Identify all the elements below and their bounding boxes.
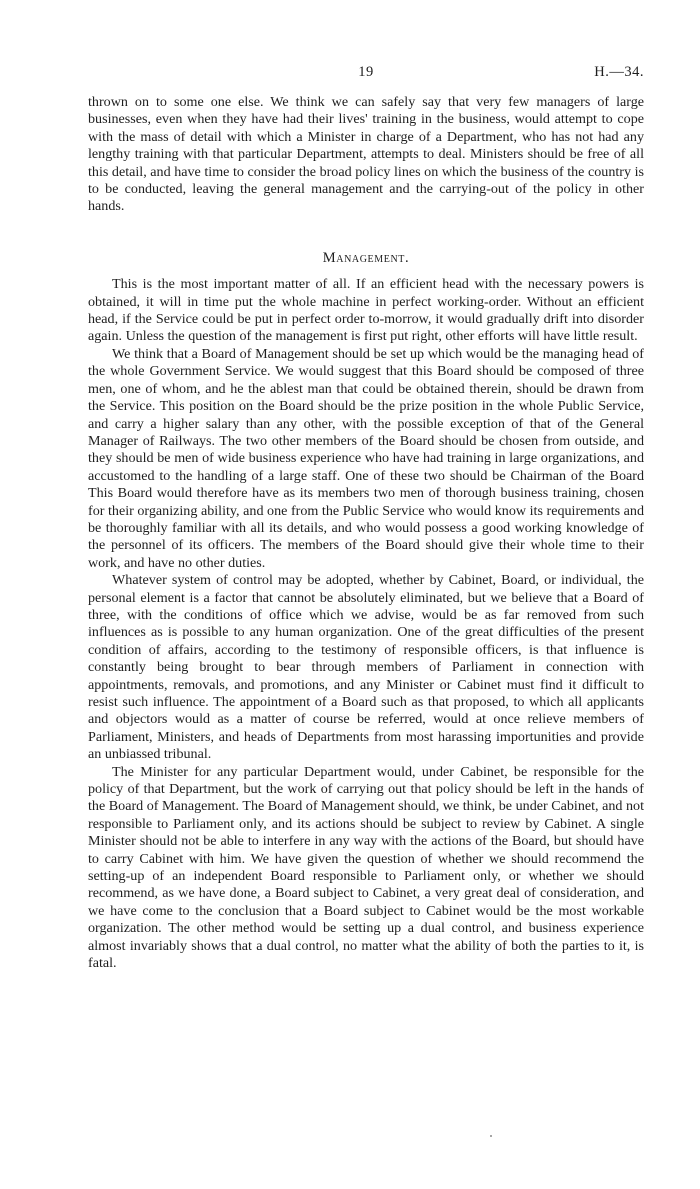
- paragraph-system-of-control: Whatever system of control may be adopted, whether by Cabinet, Board, or individual, the personal element is a factor that cannot be absolutely eliminated, but we believe that a Board of three, with the conditions of office which we advise, would be as far removed from such influences as is possible to any human organization. One of the great difficulties of the present condition of affairs, according to the testimony of responsible officers, is that influence is constantly being brought to bear through members of Parliament in connection with appointments, removals, and promotions, and any Minister or Cabinet must find it difficult to resist such influence. The appointment of a Board such as that proposed, to which all applicants and objectors would as a matter of course be referred, would at once relieve members of Parliament, Ministers, and heads of Departments from most harassing importunities and provide an unbiassed tribunal.: [88, 572, 644, 763]
- page-speck: [490, 1135, 492, 1137]
- paragraph-board-of-management: We think that a Board of Management should be set up which would be the managing head of the whole Government Service. We would suggest that this Board should be composed of three men, one of whom, and he the ablest man that could be obtained therein, should be drawn from the Service. This position on the Board should be the prize position in the whole Public Service, and carry a higher salary than any other, with the possible exception of that of the General Manager of Railways. The two other members of the Board should be chosen from outside, and they should be men of wide business experience who have had training in large organizations, and accustomed to the handling of a large staff. One of these two should be Chairman of the Board This Board would therefore have as its members two men of thorough business training, chosen for their organizing ability, and one from the Public Service who would know its requirements and be thoroughly familiar with all its details, and who would possess a good working knowledge of the personnel of its officers. The members of the Board should give their whole time to their work, and have no other duties.: [88, 345, 644, 571]
- section-heading-management: Management.: [322, 249, 410, 266]
- paragraph-most-important: This is the most important matter of all. If an efficient head with the necessary powers is obtained, it will in time put the whole machine in perfect working-order. Without an efficient head, if the Service could be put in perfect order to-morrow, it would gradually drift into disorder again. Unless the question of the management is first put right, other efforts will have little result.: [88, 276, 644, 345]
- paragraph-continuation: thrown on to some one else. We think we can safely say that very few managers of large businesses, even when they have had their lives' training in the business, would attempt to cope with the mass of detail with which a Minister in charge of a Department, who has not had any lengthy training with that particular Department, attempts to deal. Ministers should be free of all this detail, and have time to consider the broad policy lines on which the business of the country is to be conducted, leaving the general management and the carrying-out of the policy in other hands.: [88, 94, 644, 215]
- paragraph-minister-responsibility: The Minister for any particular Department would, under Cabinet, be responsible for the policy of that Department, but the work of carrying out that policy should be left in the hands of the Board of Management. The Board of Management should, we think, be under Cabinet, and not responsible to Parliament only, and its actions should be subject to review by Cabinet. A single Minister should not be able to interfere in any way with the actions of the Board, but should have to carry Cabinet with him. We have given the question of whether we should recommend the setting-up of an independent Board responsible to Parliament only, or whether we should recommend, as we have done, a Board subject to Cabinet, a very great deal of consideration, and we have come to the conclusion that a Board subject to Cabinet would be the most workable organization. The other method would be setting up a dual control, and business experience almost invariably shows that a dual control, no matter what the ability of both the parties to it, is fatal.: [88, 763, 644, 972]
- body-text: [88, 94, 644, 973]
- page-header: [88, 64, 644, 84]
- document-reference: H.—34.: [594, 64, 644, 80]
- page-number: 19: [358, 64, 374, 80]
